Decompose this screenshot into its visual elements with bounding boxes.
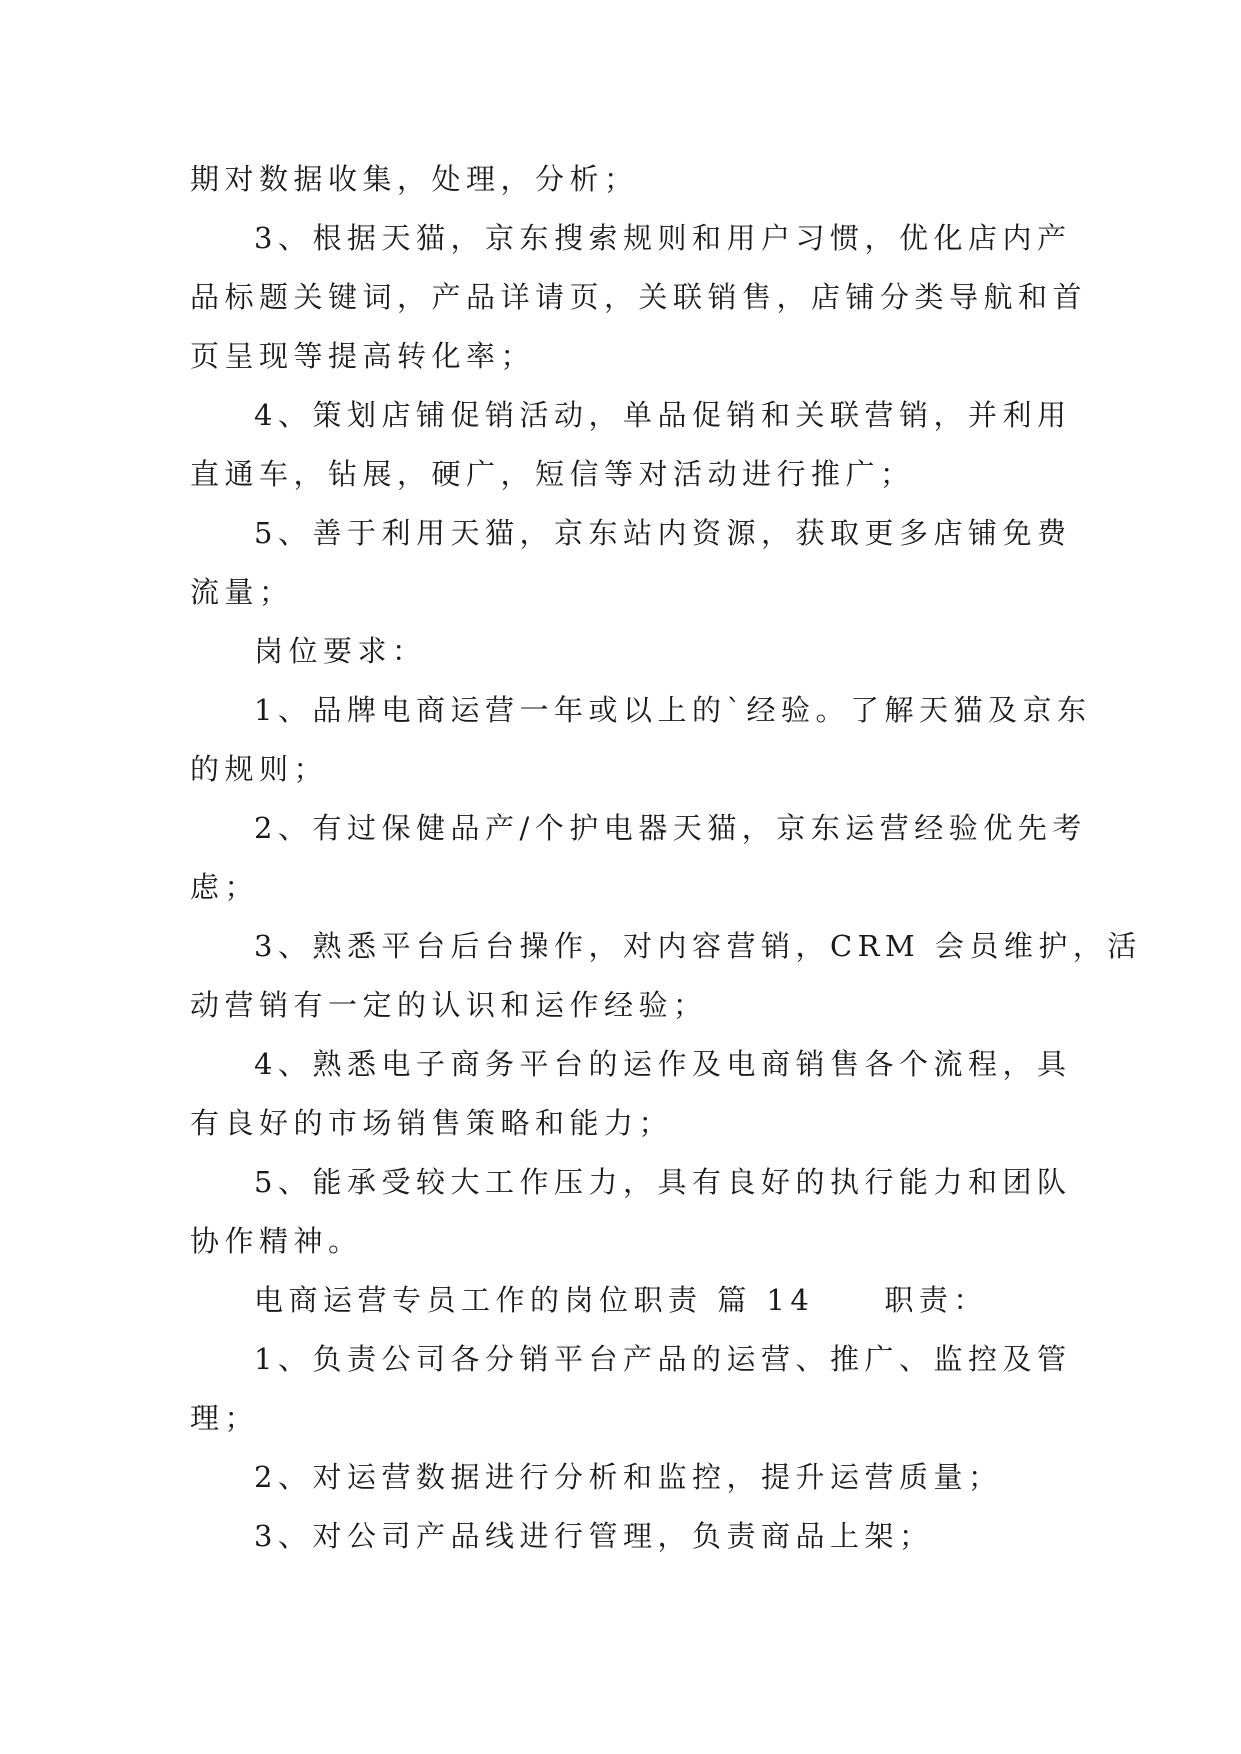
text-line: 4、熟悉电子商务平台的运作及电商销售各个流程，具: [254, 1047, 1072, 1081]
text-line: 协作精神。: [190, 1224, 363, 1258]
job-requirements-heading: 岗位要求：: [254, 634, 427, 668]
text-line: 3、熟悉平台后台操作，对内容营销，CRM 会员维护，活: [254, 929, 1142, 963]
text-line: 1、品牌电商运营一年或以上的`经验。了解天猫及京东: [254, 693, 1092, 727]
text-line: 3、根据天猫，京东搜索规则和用户习惯，优化店内产: [254, 221, 1072, 255]
text-line: 期对数据收集，处理，分析；: [190, 162, 639, 196]
text-line: 有良好的市场销售策略和能力；: [190, 1106, 674, 1140]
text-line: 3、对公司产品线进行管理，负责商品上架；: [254, 1519, 934, 1553]
text-line: 2、对运营数据进行分析和监控，提升运营质量；: [254, 1460, 1003, 1494]
text-line: 4、策划店铺促销活动，单品促销和关联营销，并利用: [254, 398, 1072, 432]
text-line: 的规则；: [190, 752, 329, 786]
text-line: 品标题关键词，产品详请页，关联销售，店铺分类导航和首: [190, 280, 1088, 314]
section-subtitle: 职责：: [884, 1283, 988, 1317]
text-line: 5、善于利用天猫，京东站内资源，获取更多店铺免费: [254, 516, 1072, 550]
text-line: 2、有过保健品产/个护电器天猫，京东运营经验优先考: [254, 811, 1087, 845]
text-line: 理；: [190, 1401, 260, 1435]
text-line: 直通车，钻展，硬广，短信等对活动进行推广；: [190, 457, 915, 491]
document-body: [190, 150, 1142, 1566]
text-line: 页呈现等提高转化率；: [190, 339, 536, 373]
text-line: 1、负责公司各分销平台产品的运营、推广、监控及管: [254, 1342, 1072, 1376]
section-heading: [190, 1271, 1050, 1330]
text-line: 动营销有一定的认识和运作经验；: [190, 988, 708, 1022]
text-line: 虑；: [190, 870, 260, 904]
text-line: 流量；: [190, 575, 294, 609]
section-title: 电商运营专员工作的岗位职责 篇 14: [254, 1283, 815, 1317]
text-line: 5、能承受较大工作压力，具有良好的执行能力和团队: [254, 1165, 1072, 1199]
